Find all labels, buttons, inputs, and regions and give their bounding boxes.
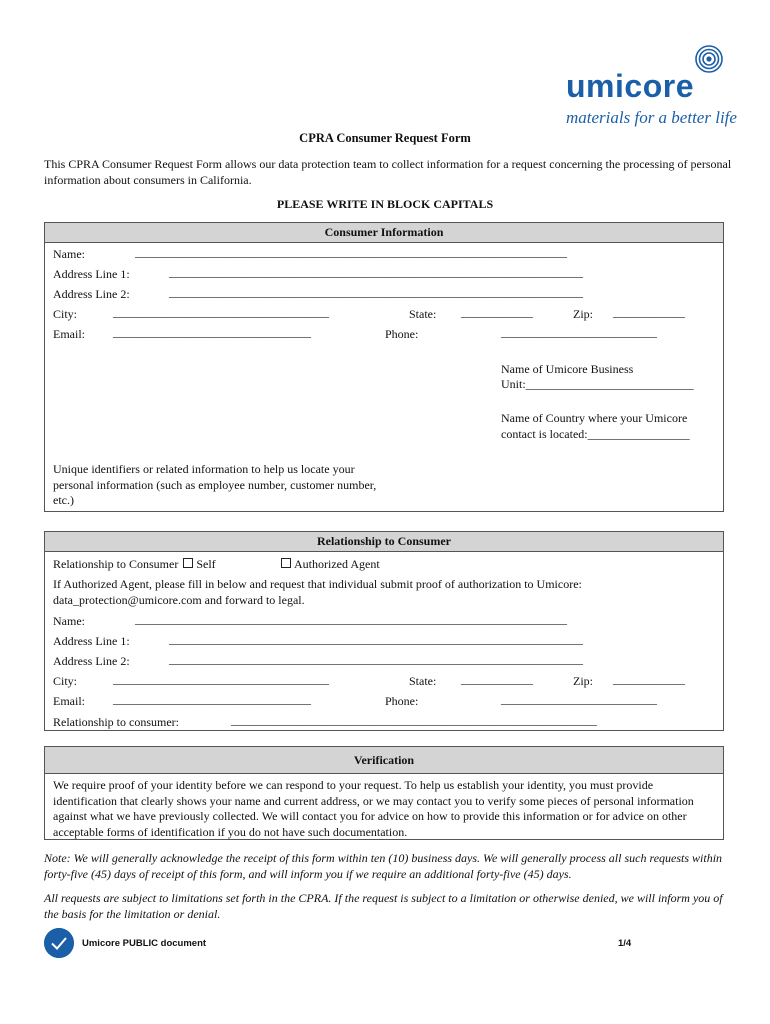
consumer-address2-label: Address Line 2: [53, 287, 130, 301]
consumer-email-label: Email: [53, 327, 85, 341]
agent-city-field[interactable]: ____________________________________ [113, 672, 329, 686]
relationship-section [44, 531, 724, 731]
processing-note: Note: We will generally acknowledge the receipt of this form within ten (10) business days. We will generally process all such requests within forty-five (45) days of receipt of this form, and will inform you if we require an additional forty-five (45) days. [44, 851, 723, 881]
relationship-label: Relationship to Consumer [53, 557, 179, 571]
agent-address1-label: Address Line 1: [53, 634, 130, 648]
footer-document-label: Umicore PUBLIC document [82, 938, 207, 949]
relationship-to-consumer-field[interactable]: _____________________________________________________________ [231, 713, 597, 727]
consumer-city-label: City: [53, 307, 78, 321]
consumer-zip-label: Zip: [573, 307, 593, 321]
agent-city-label: City: [53, 674, 78, 688]
agent-address2-field[interactable]: _____________________________________________________________________ [169, 652, 583, 666]
block-capitals-instruction: PLEASE WRITE IN BLOCK CAPITALS [276, 197, 494, 211]
consumer-state-label: State: [409, 307, 437, 321]
logo-wordmark: umicore [566, 68, 694, 104]
agent-phone-field[interactable]: __________________________ [501, 692, 657, 706]
agent-state-label: State: [409, 674, 437, 688]
agent-instructions: If Authorized Agent, please fill in below and request that individual submit proof of authorization to Umicore: data_protection@umicore.com and forward to legal. [53, 577, 582, 607]
consumer-state-field[interactable]: ____________ [461, 305, 533, 319]
consumer-city-field[interactable]: ____________________________________ [113, 305, 329, 319]
consumer-zip-field[interactable]: ____________ [613, 305, 685, 319]
consumer-address2-field[interactable]: _____________________________________________________________________ [169, 285, 583, 299]
agent-email-label: Email: [53, 694, 85, 708]
consumer-phone-label: Phone: [385, 327, 419, 341]
self-label: Self [196, 557, 216, 571]
relationship-question [53, 557, 216, 572]
consumer-name-field[interactable]: ________________________________________________________________________ [135, 245, 567, 259]
consumer-name-label: Name: [53, 247, 85, 261]
authorized-agent-label: Authorized Agent [294, 557, 380, 571]
agent-phone-label: Phone: [385, 694, 419, 708]
relationship-header: Relationship to Consumer [45, 532, 723, 552]
consumer-information-section [44, 222, 724, 512]
logo-tagline: materials for a better life [566, 108, 737, 127]
intro-text: This CPRA Consumer Request Form allows our data protection team to collect information for a request concerning the processing of personal information about consumers in California. [44, 157, 732, 187]
business-unit-field[interactable]: Unit:____________________________ [501, 377, 694, 391]
verification-header: Verification [45, 747, 723, 774]
consumer-information-header: Consumer Information [45, 223, 723, 243]
verification-section [44, 746, 724, 840]
relationship-to-consumer-label: Relationship to consumer: [53, 715, 179, 729]
agent-address1-field[interactable]: _____________________________________________________________________ [169, 632, 583, 646]
umicore-swirl-icon [694, 44, 724, 74]
limitations-note: All requests are subject to limitations set forth in the CPRA. If the request is subject to a limitation or otherwise denied, we will inform you of the basis for the limitation or denial. [44, 891, 723, 921]
checkmark-icon [44, 928, 74, 958]
consumer-address1-field[interactable]: _____________________________________________________________________ [169, 265, 583, 279]
consumer-email-field[interactable]: _________________________________ [113, 325, 311, 339]
consumer-phone-field[interactable]: __________________________ [501, 325, 657, 339]
agent-address2-label: Address Line 2: [53, 654, 130, 668]
agent-state-field[interactable]: ____________ [461, 672, 533, 686]
unique-identifiers-label[interactable]: Unique identifiers or related information to help us locate your personal information (such as employee number, customer number, etc.) [53, 462, 377, 507]
authorized-agent-checkbox[interactable] [281, 558, 291, 568]
consumer-address1-label: Address Line 1: [53, 267, 130, 281]
business-unit-label: Name of Umicore Business [501, 362, 634, 376]
self-checkbox[interactable] [183, 558, 193, 568]
authorized-agent-option [279, 557, 380, 572]
agent-zip-label: Zip: [573, 674, 593, 688]
agent-name-label: Name: [53, 614, 85, 628]
country-label: Name of Country where your Umicore [501, 411, 688, 425]
footer-page-number: 1/4 [618, 938, 632, 949]
agent-name-field[interactable]: ________________________________________________________________________ [135, 612, 567, 626]
verification-text: We require proof of your identity before we can respond to your request. To help us establish your identity, you must provide identification that clearly shows your name and current address, or we may contact you to verify some pieces of personal information against what we have previously collected. We will contact you for advice on how to provide this information or for advice on other acceptable forms of identification if you do not have such documentation. [53, 778, 694, 839]
page-title: CPRA Consumer Request Form [299, 131, 471, 145]
agent-email-field[interactable]: _________________________________ [113, 692, 311, 706]
agent-zip-field[interactable]: ____________ [613, 672, 685, 686]
country-field[interactable]: contact is located:_________________ [501, 427, 690, 441]
